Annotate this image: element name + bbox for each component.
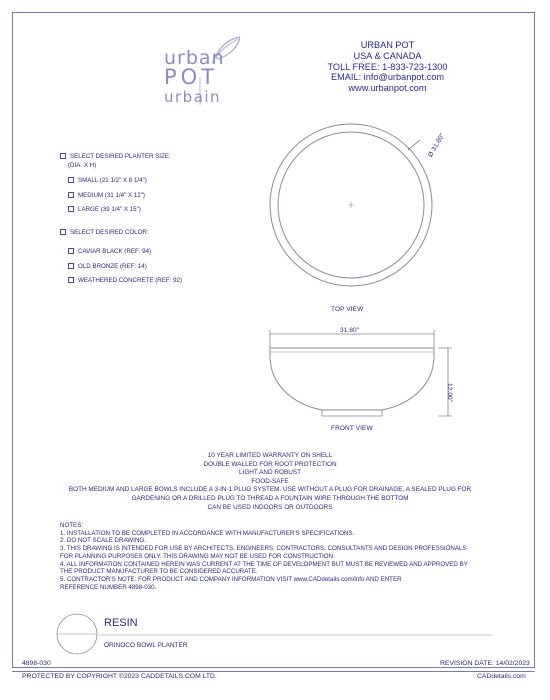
color-option-old-bronze[interactable] (68, 263, 147, 270)
size-option-large[interactable] (68, 206, 141, 213)
size-option-small[interactable] (68, 177, 147, 184)
size-label: SMALL (21 1/2" X 8 1/4") (78, 177, 147, 184)
footer-divider (12, 671, 535, 672)
color-option-caviar-black[interactable] (68, 248, 151, 255)
size-label: LARGE (39 1/4" X 15") (78, 206, 141, 213)
front-view-width: 31.80" (340, 327, 360, 334)
feature-list (60, 452, 480, 512)
checkbox[interactable] (68, 206, 74, 212)
material-title: RESIN (104, 617, 138, 629)
note-line: 5. CONTRACTOR'S NOTE: FOR PRODUCT AND COMPANY INFORMATION VISIT www.CADdetails.com/info AND ENTER (60, 575, 402, 583)
company-region: USA & CANADA (353, 50, 422, 61)
company-info (320, 40, 455, 94)
top-view-drawing (268, 120, 448, 290)
color-option-heading[interactable] (60, 229, 149, 236)
note-line: 1. INSTALLATION TO BE COMPLETED IN ACCORDANCE WITH MANUFACTURER'S SPECIFICATIONS. (60, 529, 355, 537)
front-view-drawing (262, 326, 462, 426)
checkbox[interactable] (68, 263, 74, 269)
note-line: REFERENCE NUMBER 4898-030. (60, 583, 157, 591)
company-email[interactable]: EMAIL: info@urbanpot.com (331, 72, 444, 83)
size-heading-label: SELECT DESIRED PLANTER SIZE: (70, 153, 171, 160)
color-label: WEATHERED CONCRETE (REF: 92) (78, 277, 183, 284)
logo-word-pot: POT (164, 65, 219, 89)
color-heading-label: SELECT DESIRED COLOR: (70, 229, 149, 236)
color-label: CAVIAR BLACK (REF: 94) (78, 248, 152, 255)
feature-line: BOTH MEDIUM AND LARGE BOWLS INCLUDE A 3-IN-1 PLUG SYSTEM. USE WITHOUT A PLUG FOR DRAINAGE, A SEALED PLUG FOR (68, 486, 472, 494)
top-view-diameter: Ø 31.80" (427, 132, 447, 159)
front-view-label: FRONT VIEW (331, 425, 373, 432)
note-line: 4. ALL INFORMATION CONTAINED HEREIN WAS CURRENT AT THE TIME OF DEVELOPMENT BUT MUST BE REVIEWED AND APPROVED BY (60, 560, 468, 568)
note-line: 3. THIS DRAWING IS INTENDED FOR USE BY ARCHITECTS, ENGINEERS, CONTRACTORS, CONSULTANTS AND DESIGN PROFESSIONALS (60, 545, 467, 553)
caddetails-link[interactable]: CADdetails.com (477, 673, 526, 680)
reference-number: 4898-030 (22, 660, 51, 667)
revision-date: REVISION DATE: 14/02/2023 (440, 660, 530, 667)
size-label: MEDIUM (31 1/4" X 12") (78, 192, 145, 199)
company-phone: TOLL FREE: 1-833-723-1300 (327, 61, 448, 72)
checkbox[interactable] (68, 177, 74, 183)
color-heading-checkbox[interactable] (60, 229, 66, 235)
urban-pot-logo (160, 35, 240, 110)
feature-line: CAN BE USED INDOORS OR OUTDOORS (207, 503, 333, 511)
size-heading-checkbox[interactable] (60, 153, 66, 159)
checkbox[interactable] (68, 277, 74, 283)
feature-line: LIGHT AND ROBUST (238, 469, 302, 477)
copyright-notice: PROTECTED BY COPYRIGHT ©2023 CADDETAILS.COM LTD. (22, 673, 217, 680)
company-name: URBAN POT (360, 40, 415, 50)
size-option-heading[interactable] (60, 153, 171, 160)
feature-line: DOUBLE WALLED FOR ROOT PROTECTION (203, 460, 337, 468)
feature-line: 10 YEAR LIMITED WARRANTY ON SHELL (207, 452, 333, 459)
top-view-label: TOP VIEW (331, 306, 364, 313)
size-option-medium[interactable] (68, 192, 145, 199)
feature-line: GARDENING OR A DRILLED PLUG TO THREAD A FOUNTAIN WIRE THROUGH THE BOTTOM (131, 494, 409, 502)
note-line: THE PRODUCT MANUFACTURER TO BE CONSIDERED ACCURATE. (60, 568, 258, 576)
color-label: OLD BRONZE (REF: 14) (78, 263, 147, 270)
feature-line: FOOD-SAFE (251, 477, 289, 485)
checkbox[interactable] (68, 248, 74, 254)
note-line: FOR PLANNING PURPOSES ONLY. THIS DRAWING MAY NOT BE USED FOR CONSTRUCTION. (60, 552, 335, 560)
product-title: ORINOCO BOWL PLANTER (104, 642, 188, 649)
logo-word-urbain: urbain (164, 88, 222, 106)
note-line: 2. DO NOT SCALE DRAWING. (60, 537, 146, 545)
front-view-height: 12.00" (446, 383, 453, 403)
size-subheading: (DIA. X H) (68, 162, 97, 169)
logo-word-urban: urban (164, 47, 225, 69)
notes-heading: NOTES: (60, 522, 84, 529)
company-website[interactable]: www.urbanpot.com (348, 83, 427, 94)
color-option-weathered-concrete[interactable] (68, 277, 182, 284)
checkbox[interactable] (68, 192, 74, 198)
notes-section (60, 522, 468, 591)
